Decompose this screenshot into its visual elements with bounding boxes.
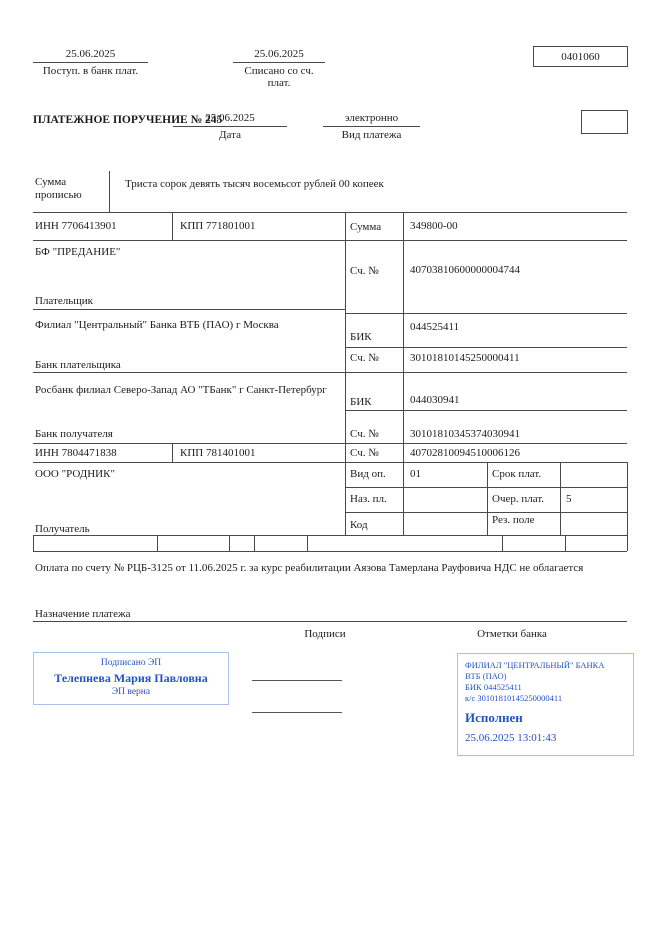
bank-marks-stamp xyxy=(457,653,634,756)
payer-account-label: Сч. № xyxy=(350,265,379,277)
table-line xyxy=(345,313,627,314)
table-line xyxy=(307,535,308,551)
payer-inn: ИНН 7706413901 xyxy=(35,220,117,232)
table-line xyxy=(33,462,627,463)
purpose-code-label: Наз. пл. xyxy=(350,493,387,505)
amount-in-words: Триста сорок девять тысяч восемьсот рублей 00 копеек xyxy=(125,178,384,190)
received-date: 25.06.2025 xyxy=(33,48,148,63)
payer-bank-name: Филиал "Центральный" Банка ВТБ (ПАО) г Москва xyxy=(35,319,279,331)
payee-bank-corr-account: 30101810345374030941 xyxy=(410,428,520,440)
priority-label: Очер. плат. xyxy=(492,493,545,505)
payee-account: 40702810094510006126 xyxy=(410,447,520,459)
bank-stamp-line3: БИК 044525411 xyxy=(465,682,522,692)
debited-date-group xyxy=(233,48,325,89)
payee-account-label: Сч. № xyxy=(350,447,379,459)
payee-caption: Получатель xyxy=(35,523,90,535)
table-line xyxy=(33,212,627,213)
payer-bank-corr-label: Сч. № xyxy=(350,352,379,364)
table-line xyxy=(565,535,566,551)
table-line xyxy=(487,462,488,535)
table-line xyxy=(345,487,627,488)
payer-name: БФ "ПРЕДАНИЕ" xyxy=(35,246,121,258)
payee-bank-name: Росбанк филиал Северо-Запад АО "ТБанк" г Санкт-Петербург xyxy=(35,384,327,396)
bank-stamp-line1: ФИЛИАЛ "ЦЕНТРАЛЬНЫЙ" БАНКА xyxy=(465,660,605,670)
payer-bank-caption: Банк плательщика xyxy=(35,359,121,371)
payer-bank-corr-account: 30101810145250000411 xyxy=(410,352,520,364)
signatures-caption: Подписи xyxy=(304,628,346,640)
table-line xyxy=(627,462,628,551)
e-signature-line3: ЭП верна xyxy=(111,687,151,697)
table-line xyxy=(345,410,627,411)
table-line xyxy=(345,347,627,348)
payer-account: 40703810600000004744 xyxy=(410,264,520,276)
received-date-group xyxy=(33,48,148,77)
table-line xyxy=(33,551,627,552)
bank-stamp-line2: ВТБ (ПАО) xyxy=(465,671,507,681)
bank-marks-caption: Отметки банка xyxy=(477,628,547,640)
table-line xyxy=(33,535,627,536)
table-line xyxy=(33,240,627,241)
code-label: Код xyxy=(350,519,368,531)
doc-date: 25.06.2025 xyxy=(173,112,287,127)
table-line xyxy=(33,443,627,444)
table-line xyxy=(345,512,627,513)
table-line xyxy=(560,462,561,535)
priority-value: 5 xyxy=(566,493,572,505)
table-line xyxy=(229,535,230,551)
table-line xyxy=(345,212,346,535)
table-line xyxy=(403,212,404,535)
table-line xyxy=(172,212,173,240)
payer-kpp: КПП 771801001 xyxy=(180,220,256,232)
purpose-underline xyxy=(33,621,627,622)
payment-kind: электронно xyxy=(323,112,420,127)
payee-name: ООО "РОДНИК" xyxy=(35,468,115,480)
payee-inn: ИНН 7804471838 xyxy=(35,447,117,459)
received-date-label: Поступ. в банк плат. xyxy=(42,65,139,77)
doc-date-label: Дата xyxy=(219,129,241,141)
form-code-box: 0401060 xyxy=(533,46,628,67)
table-line xyxy=(109,171,110,212)
payee-bank-bik: 044030941 xyxy=(410,394,460,406)
payment-kind-label: Вид платежа xyxy=(341,129,402,141)
payee-kpp: КПП 781401001 xyxy=(180,447,256,459)
amount-in-words-label: Сумма прописью xyxy=(35,176,82,201)
e-signature-line1: Подписано ЭП xyxy=(100,658,162,668)
signature-line xyxy=(252,680,342,681)
op-type-value: 01 xyxy=(410,468,421,480)
table-line xyxy=(33,309,345,310)
table-line xyxy=(33,535,34,551)
payer-caption: Плательщик xyxy=(35,295,93,307)
debited-date-label: Списано со сч. плат. xyxy=(244,65,314,89)
table-line xyxy=(33,372,627,373)
pay-term-label: Срок плат. xyxy=(492,468,542,480)
op-type-label: Вид оп. xyxy=(350,468,386,480)
e-signature-stamp xyxy=(33,652,229,705)
sum-label: Сумма xyxy=(350,221,382,233)
payment-kind-group xyxy=(323,112,420,141)
bank-stamp-timestamp: 25.06.2025 13:01:43 xyxy=(465,732,557,744)
purpose-text: Оплата по счету № РЦБ-3125 от 11.06.2025 г. за курс реабилитации Аязова Тамерлана Рауфовича НДС не облагается xyxy=(35,562,584,574)
payee-bank-corr-label: Сч. № xyxy=(350,428,379,440)
table-line xyxy=(157,535,158,551)
payee-bank-bik-label: БИК xyxy=(350,396,372,408)
table-line xyxy=(254,535,255,551)
payer-bank-bik-label: БИК xyxy=(350,331,372,343)
purpose-caption: Назначение платежа xyxy=(35,608,131,620)
bank-stamp-line4: к/с 30101810145250000411 xyxy=(465,693,563,703)
sum-value: 349800-00 xyxy=(410,220,458,232)
payee-bank-caption: Банк получателя xyxy=(35,428,113,440)
table-line xyxy=(172,443,173,462)
signature-line xyxy=(252,712,342,713)
payer-bank-bik: 044525411 xyxy=(410,321,460,333)
bank-stamp-status: Исполнен xyxy=(465,710,523,725)
e-signature-name: Телепнева Мария Павловна xyxy=(54,671,208,685)
reserve-field-label: Рез. поле xyxy=(492,514,535,526)
status-field-box xyxy=(581,110,628,134)
table-line xyxy=(502,535,503,551)
debited-date: 25.06.2025 xyxy=(233,48,325,63)
document-title: ПЛАТЕЖНОЕ ПОРУЧЕНИЕ № 245 xyxy=(33,114,223,126)
doc-date-group xyxy=(173,112,287,141)
